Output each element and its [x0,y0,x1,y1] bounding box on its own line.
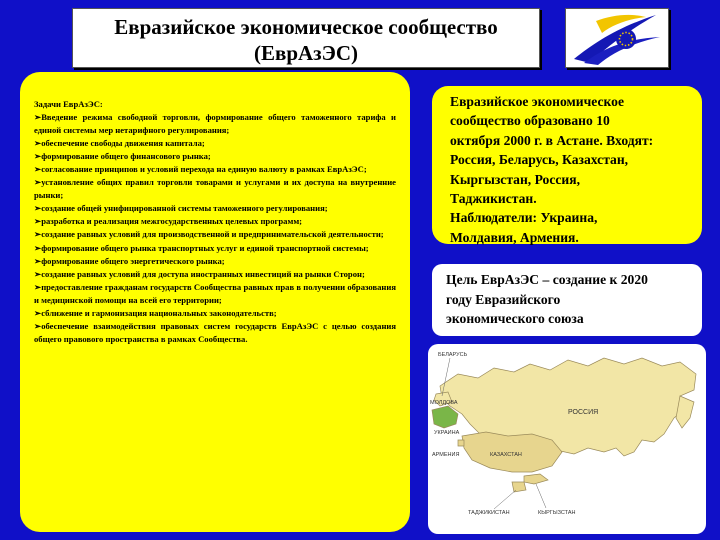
map-label-kyrgyzstan: КЫРГЫЗСТАН [538,510,576,516]
info-line: Россия, Беларусь, Казахстан, [450,152,629,168]
eurasec-map [428,344,706,534]
task-item: ➢предоставление гражданам государств Сообщества равных прав в получении образования и медицинской помощи на всей его территории; [34,281,396,305]
info-line: Наблюдатели: Украина, [450,210,598,226]
map-label-armenia: АРМЕНИЯ [432,452,460,458]
map-tajikistan [512,482,526,492]
map-armenia [458,440,464,446]
map-label-kazakhstan: КАЗАХСТАН [490,452,522,458]
task-item: ➢сближение и гармонизация национальных законодательств; [34,307,277,318]
page-subtitle: (ЕврАзЭС) [253,41,359,65]
task-item: ➢обеспечение взаимодействия правовых систем государств ЕврАзЭС с целью создания общего правового пространства в рамках Сообщества. [34,320,396,344]
tasks-panel [20,72,410,532]
tasks-list [34,98,396,346]
goal-line: экономического союза [446,311,584,326]
map-leader-tajikistan [494,490,516,509]
info-line: Молдавия, Армения. [450,229,579,245]
task-item: ➢разработка и реализация межгосударственных целевых программ; [34,216,303,227]
map-kyrgyzstan [524,474,548,484]
map-ukraine [432,406,458,428]
map-label-ukraine: УКРАИНА [434,430,460,436]
task-item: ➢формирование общего рынка транспортных услуг и единой транспортной системы; [34,242,369,253]
task-item: ➢согласование принципов и условий перехода на единую валюту в рамках ЕврАзЭС; [34,164,367,175]
info-line: Евразийское экономическое [450,94,624,109]
info-panel [432,86,702,244]
info-line: сообщество образовано 10 [450,113,610,129]
info-line: Кыргызстан, Россия, [450,171,580,187]
page-title: Евразийское экономическое сообщество [114,15,498,39]
task-item: ➢создание общей унифицированной системы таможенного регулирования; [34,203,328,214]
task-item: ➢формирование общего финансового рынка; [34,151,211,162]
task-item: ➢создание равных условий для доступа иностранных инвестиций на рынки Сторон; [34,268,365,279]
map-label-belarus: БЕЛАРУСЬ [438,352,468,358]
info-line: Таджикистан. [450,191,537,207]
map-label-russia: РОССИЯ [568,409,599,416]
task-item: ➢Введение режима свободной торговли, формирование общего таможенного тарифа и единой системы мер нетарифного регулирования; [34,112,396,136]
goal-text [446,270,696,329]
task-item: ➢формирование общего энергетического рынка; [34,255,225,266]
title-box [72,8,540,68]
task-item: ➢создание равных условий для производственной и предпринимательской деятельности; [34,229,384,240]
map-panel [428,344,706,534]
info-text [450,92,698,247]
map-leader-kyrgyzstan [536,484,546,508]
info-line: октября 2000 г. в Астане. Входят: [450,132,654,148]
logo-box [565,8,669,68]
eurasec-emblem-icon [566,9,668,67]
map-label-tajikistan: ТАДЖИКИСТАН [468,510,510,516]
goal-panel [432,264,702,336]
goal-line: году Евразийского [446,291,561,307]
tasks-heading: Задачи ЕврАзЭС: [34,99,103,109]
map-label-moldova: МОЛДОВА [430,400,458,406]
goal-line: Цель ЕврАзЭС – создание к 2020 [446,272,648,287]
task-item: ➢установление общих правил торговли товарами и услугами и их доступа на внутренние рынки; [34,177,396,201]
task-item: ➢обеспечение свободы движения капитала; [34,138,205,149]
